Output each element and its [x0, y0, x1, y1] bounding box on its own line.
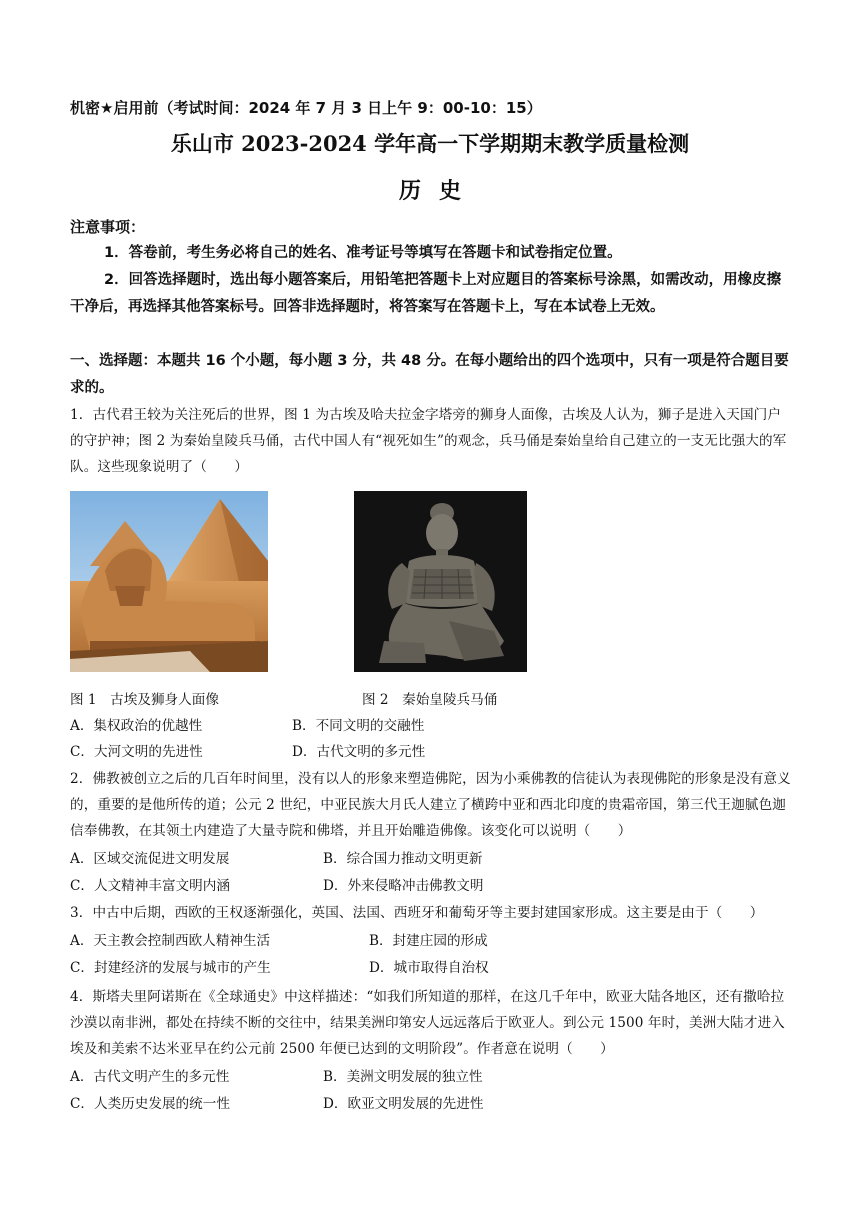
sphinx-image	[70, 491, 268, 672]
q3-option-c: C．封建经济的发展与城市的产生	[70, 960, 271, 976]
figure-1-caption: 图 1 古埃及狮身人面像	[70, 692, 219, 708]
q2-option-b: B．综合国力推动文明更新	[323, 851, 483, 867]
q4-option-a: A．古代文明产生的多元性	[70, 1069, 230, 1085]
section-heading: 一、选择题：本题共 16 个小题，每小题 3 分，共 48 分。在每小题给出的四个选项中，只有一项是符合题目要求的。	[70, 353, 789, 396]
q3-option-a: A．天主教会控制西欧人精神生活	[70, 933, 271, 949]
exam-title: 乐山市 2023-2024 学年高一下学期期末教学质量检测	[170, 131, 690, 156]
notice-item-1: 1．答卷前，考生务必将自己的姓名、准考证号等填写在答题卡和试卷指定位置。	[104, 245, 622, 261]
q3-option-d: D．城市取得自治权	[369, 960, 489, 976]
question-4-stem: 4．斯塔夫里阿诺斯在《全球通史》中这样描述：“如我们所知道的那样，在这几千年中，欧亚大陆各地区，还有撒哈拉沙漠以南非洲，都处在持续不断的交往中，结果美洲印第安人远远落后于欧亚人。到公元 1500 年时，美洲大陆才进入埃及和美索不达米亚早在约公元前 2500 年便已达到的文明阶段”。作者意在说明（ ）	[70, 989, 785, 1057]
figure-2-caption: 图 2 秦始皇陵兵马俑	[362, 692, 498, 708]
q4-option-b: B．美洲文明发展的独立性	[323, 1069, 483, 1085]
q1-option-d: D．古代文明的多元性	[292, 744, 426, 760]
q4-option-c: C．人类历史发展的统一性	[70, 1096, 230, 1112]
q1-option-c: C．大河文明的先进性	[70, 744, 203, 760]
notice-heading: 注意事项：	[70, 218, 146, 236]
q4-option-d: D．欧亚文明发展的先进性	[323, 1096, 484, 1112]
q2-option-c: C．人文精神丰富文明内涵	[70, 878, 230, 894]
q2-option-a: A．区域交流促进文明发展	[70, 851, 230, 867]
question-1-stem: 1．古代君王较为关注死后的世界，图 1 为古埃及哈夫拉金字塔旁的狮身人面像，古埃及人认为，狮子是进入天国门户的守护神；图 2 为秦始皇陵兵马俑，古代中国人有“视死如生”的观念，兵马俑是秦始皇给自己建立的一支无比强大的军队。这些现象说明了（ ）	[70, 407, 787, 475]
q1-option-a: A．集权政治的优越性	[70, 718, 203, 734]
q2-option-d: D．外来侵略冲击佛教文明	[323, 878, 484, 894]
sphinx-illustration	[70, 491, 268, 672]
q1-option-b: B．不同文明的交融性	[292, 718, 425, 734]
terracotta-warrior-illustration	[354, 491, 527, 672]
confidential-notice: 机密★启用前（考试时间：2024 年 7 月 3 日上午 9：00-10：15）	[70, 99, 542, 117]
q3-option-b: B．封建庄园的形成	[369, 933, 488, 949]
notice-item-2: 2．回答选择题时，选出每小题答案后，用铅笔把答题卡上对应题目的答案标号涂黑，如需改动，用橡皮擦干净后，再选择其他答案标号。回答非选择题时，将答案写在答题卡上，写在本试卷上无效。	[70, 272, 782, 315]
subject-title: 历史	[398, 178, 479, 204]
terracotta-warrior-image	[354, 491, 527, 672]
question-3-stem: 3．中古中后期，西欧的王权逐渐强化，英国、法国、西班牙和葡萄牙等主要封建国家形成。这主要是由于（ ）	[70, 905, 764, 921]
question-2-stem: 2．佛教被创立之后的几百年时间里，没有以人的形象来塑造佛陀，因为小乘佛教的信徒认为表现佛陀的形象是没有意义的，重要的是他所传的道；公元 2 世纪，中亚民族大月氏人建立了横跨中亚和西北印度的贵霜帝国，第三代王迦腻色迦信奉佛教，在其领土内建造了大量寺院和佛塔，并且开始雕造佛像。该变化可以说明（ ）	[70, 771, 791, 839]
